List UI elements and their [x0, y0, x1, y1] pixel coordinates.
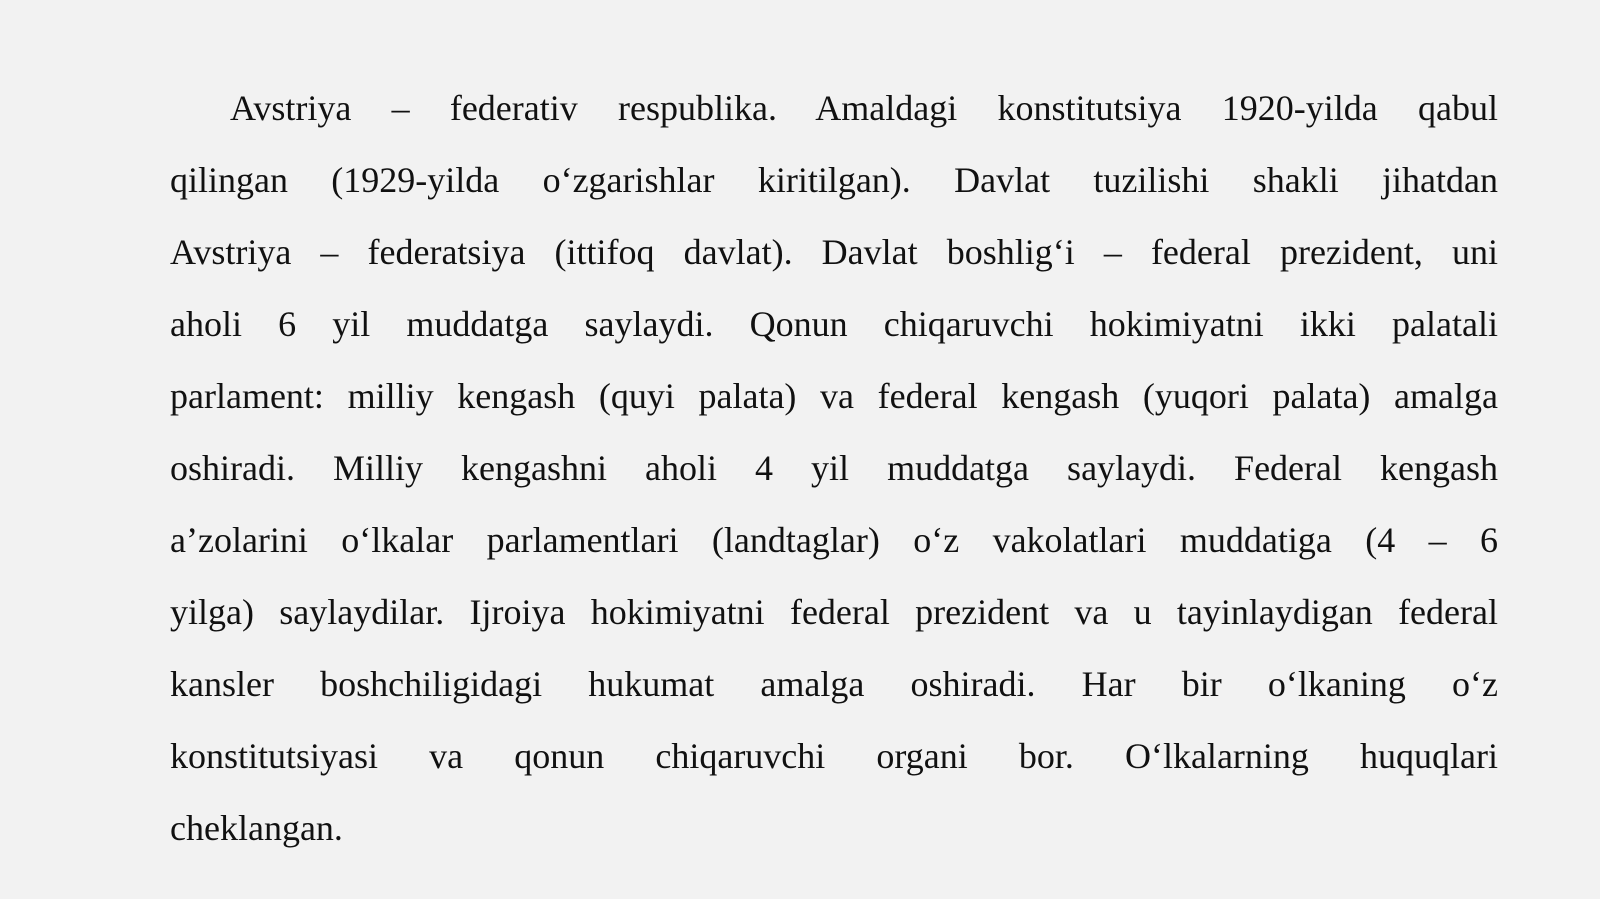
paragraph-line: konstitutsiyasi va qonun chiqaruvchi organi bor. O‘lkalarning huquqlari [170, 736, 1498, 776]
document-paragraph [170, 72, 1498, 864]
paragraph-line: parlament: milliy kengash (quyi palata) va federal kengash (yuqori palata) amalga [170, 376, 1498, 416]
paragraph-line: Avstriya – federativ respublika. Amaldagi konstitutsiya 1920-yilda qabul [230, 88, 1498, 128]
paragraph-line: qilingan (1929-yilda o‘zgarishlar kiritilgan). Davlat tuzilishi shakli jihatdan [170, 160, 1498, 200]
paragraph-line: yilga) saylaydilar. Ijroiya hokimiyatni federal prezident va u tayinlaydigan federal [170, 592, 1498, 632]
paragraph-line: cheklangan. [170, 808, 343, 848]
paragraph-line: oshiradi. Milliy kengashni aholi 4 yil muddatga saylaydi. Federal kengash [170, 448, 1498, 488]
paragraph-line: aholi 6 yil muddatga saylaydi. Qonun chiqaruvchi hokimiyatni ikki palatali [170, 304, 1498, 344]
paragraph-line: a’zolarini o‘lkalar parlamentlari (landtaglar) o‘z vakolatlari muddatiga (4 – 6 [170, 520, 1498, 560]
paragraph-line: kansler boshchiligidagi hukumat amalga oshiradi. Har bir o‘lkaning o‘z [170, 664, 1498, 704]
paragraph-line: Avstriya – federatsiya (ittifoq davlat). Davlat boshlig‘i – federal prezident, uni [170, 232, 1498, 272]
